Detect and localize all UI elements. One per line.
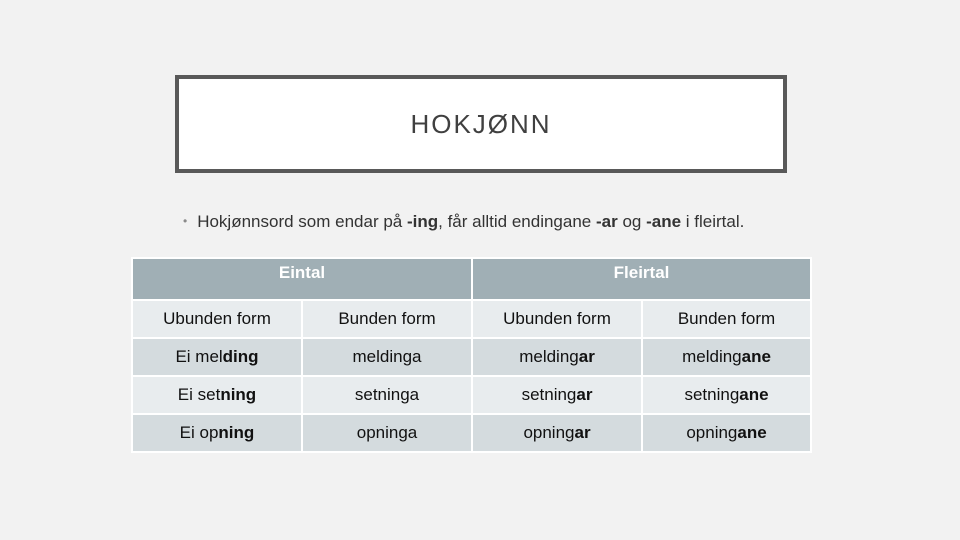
table-cell: Ei opning [132,414,302,452]
table-row [132,414,811,452]
subheader-cell: Bunden form [642,300,811,338]
bullet-part: og [617,212,647,231]
table-cell: meldinga [302,338,472,376]
subheader-cell: Ubunden form [132,300,302,338]
table-cell: meldingar [472,338,642,376]
table-cell: opningar [472,414,642,452]
bullet-bold: -ing [406,212,439,231]
bullet-dot-icon: • [183,214,188,228]
table-cell: opningane [642,414,811,452]
subheader-cell: Ubunden form [472,300,642,338]
table-cell: opninga [302,414,472,452]
noun-table [131,257,812,453]
subheader-cell: Bunden form [302,300,472,338]
table-row [132,338,811,376]
bullet-part: Hokjønnsord som endar på [197,212,407,231]
table-row [132,376,811,414]
bullet-bold: -ane [646,212,682,231]
bullet-bold: -ar [595,212,618,231]
group-header-singular: Eintal [132,258,472,300]
title-box [175,75,787,173]
group-header-plural: Fleirtal [472,258,811,300]
slide-title: HOKJØNN [410,108,552,139]
table-cell: setningar [472,376,642,414]
bullet-text [183,212,744,232]
table-cell: Ei setning [132,376,302,414]
table-cell: setninga [302,376,472,414]
bullet-part: i fleirtal. [681,212,745,231]
bullet-part: , får alltid endingane [438,212,596,231]
table-cell: setningane [642,376,811,414]
table-cell: meldingane [642,338,811,376]
table-cell: Ei melding [132,338,302,376]
